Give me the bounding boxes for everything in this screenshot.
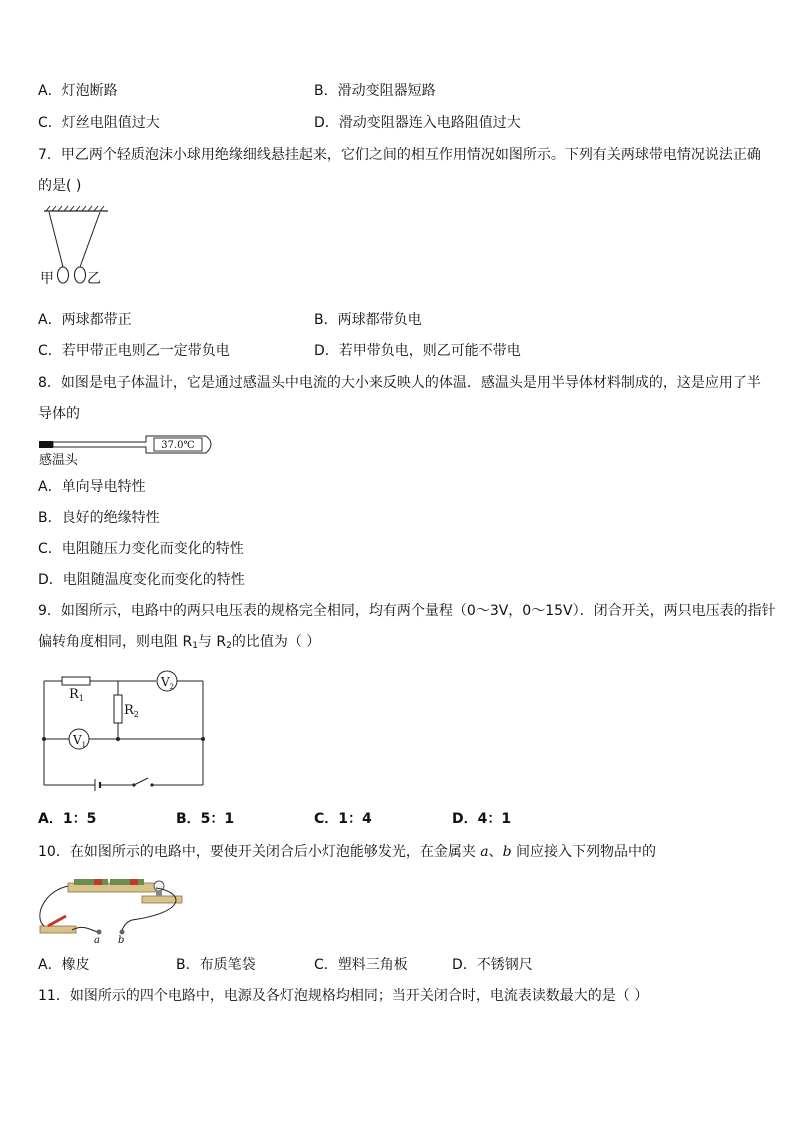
q7-option-a: A．两球都带正	[38, 312, 132, 328]
q9-option-c: C．1：4	[314, 811, 372, 827]
q6-option-a: A．灯泡断路	[38, 83, 118, 99]
label-r1: $R_1$	[69, 687, 84, 703]
q8-option-b: B．良好的绝缘特性	[38, 510, 160, 526]
label-a: a	[94, 935, 100, 946]
q6-option-c: C．灯丝电阻值过大	[38, 115, 160, 131]
q10-stem: 10．在如图所示的电路中，要使开关闭合后小灯泡能够发光，在金属夹 a、b 间应接入下列物品中的	[38, 844, 657, 860]
q10-option-c: C．塑料三角板	[314, 957, 408, 973]
q6-option-b: B．滑动变阻器短路	[314, 83, 436, 99]
q10-option-d: D．不锈钢尺	[452, 957, 533, 973]
label-b: b	[118, 935, 125, 946]
ball-yi	[75, 267, 86, 283]
resistor-r1	[62, 677, 90, 685]
thermometer-figure	[38, 432, 218, 470]
q9-option-b: B．5：1	[176, 811, 235, 827]
q7-option-c: C．若甲带正电则乙一定带负电	[38, 343, 230, 359]
hanging-balls-figure	[36, 205, 116, 291]
q10-option-b: B．布质笔袋	[176, 957, 256, 973]
lamp-circuit-figure	[36, 870, 186, 946]
q8-option-a: A．单向导电特性	[38, 479, 146, 495]
q7-stem-line1: 7．甲乙两个轻质泡沫小球用绝缘细线悬挂起来，它们之间的相互作用情况如图所示。下列有关两球带电情况说法正确	[38, 147, 761, 163]
q7-option-b: B．两球都带负电	[314, 312, 422, 328]
q9-stem-line2: 偏转角度相同，则电阻 $R_1$与 $R_2$的比值为（ ）	[38, 634, 321, 651]
switch-base	[40, 926, 76, 933]
label-v2: $V_2$	[161, 675, 175, 691]
clip-a	[97, 930, 102, 935]
label-yi: 乙	[87, 271, 101, 287]
probe-label: 感温头	[39, 453, 79, 468]
q9-option-a: A．1：5	[38, 811, 97, 827]
q9-stem-line1: 9．如图所示，电路中的两只电压表的规格完全相同，均有两个量程（0～3V，0～15V）．闭合开关，两只电压表的指针	[38, 603, 776, 619]
q7-option-d: D．若甲带负电，则乙可能不带电	[314, 343, 521, 359]
q7-stem-line2: 的是( )	[38, 178, 82, 194]
q9-option-d: D．4：1	[452, 811, 512, 827]
thermometer-display: 37.0℃	[161, 440, 195, 451]
label-v1: $V_1$	[73, 733, 87, 749]
q8-stem-line1: 8．如图是电子体温计，它是通过感温头中电流的大小来反映人的体温．感温头是用半导体材料制成的，这是应用了半	[38, 375, 761, 391]
resistor-r2	[114, 695, 122, 723]
q11-stem: 11．如图所示的四个电路中，电源及各灯泡规格均相同；当开关闭合时，电流表读数最大的是（ ）	[38, 988, 649, 1004]
q6-option-d: D．滑动变阻器连入电路阻值过大	[314, 115, 521, 131]
label-r2: $R_2$	[124, 703, 139, 719]
voltmeter-circuit-figure	[38, 665, 213, 793]
clip-b	[120, 930, 125, 935]
ball-jia	[58, 267, 69, 283]
q8-stem-line2: 导体的	[38, 406, 80, 422]
label-jia: 甲	[40, 271, 54, 287]
q8-option-d: D．电阻随温度变化而变化的特性	[38, 572, 245, 588]
q8-option-c: C．电阻随压力变化而变化的特性	[38, 541, 244, 557]
q10-option-a: A．橡皮	[38, 957, 90, 973]
